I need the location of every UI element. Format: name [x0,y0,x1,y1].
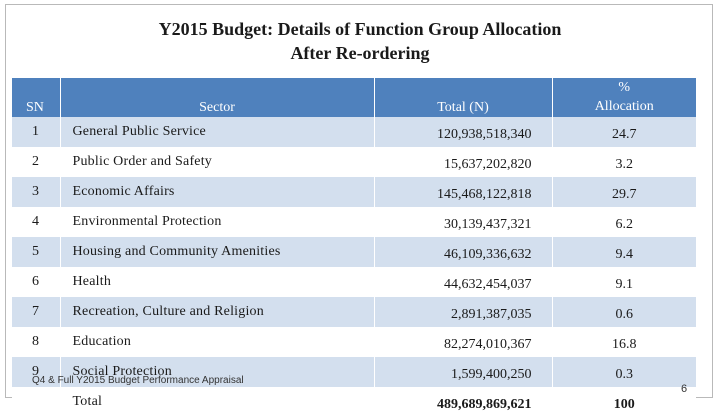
cell-sector: Recreation, Culture and Religion [60,297,374,327]
cell-sector: Social Protection [60,357,374,387]
cell-total: 145,468,122,818 [374,177,552,207]
table-row [12,177,696,207]
table-row [12,327,696,357]
cell-sector: General Public Service [60,117,374,147]
cell-allocation: 3.2 [552,147,696,177]
title-line-2: After Re-ordering [290,43,430,63]
header-allocation [552,78,696,117]
cell-allocation: 16.8 [552,327,696,357]
cell-total: 46,109,336,632 [374,237,552,267]
table-row [12,147,696,177]
footer-text: Q4 & Full Y2015 Budget Performance Appraisal [32,375,244,386]
table-row [12,267,696,297]
cell-sn: 2 [12,147,60,177]
cell-sector: Public Order and Safety [60,147,374,177]
cell-sn: 7 [12,297,60,327]
cell-sector: Total [60,387,374,417]
cell-allocation: 29.7 [552,177,696,207]
cell-allocation: 9.1 [552,267,696,297]
cell-allocation: 100 [552,387,696,417]
cell-total: 82,274,010,367 [374,327,552,357]
page-number: 6 [681,383,688,395]
cell-sector: Housing and Community Amenities [60,237,374,267]
cell-allocation: 24.7 [552,117,696,147]
header-sn: SN [12,78,60,117]
table-row [12,237,696,267]
table-row [12,297,696,327]
cell-sn: 5 [12,237,60,267]
header-allocation-label: Allocation [594,99,654,114]
table-row [12,207,696,237]
cell-allocation: 9.4 [552,237,696,267]
cell-allocation: 0.3 [552,357,696,387]
header-total: Total (N) [374,78,552,117]
header-allocation-symbol: % [618,80,631,95]
cell-total: 489,689,869,621 [374,387,552,417]
cell-sector: Environmental Protection [60,207,374,237]
cell-sn: 6 [12,267,60,297]
cell-sector: Education [60,327,374,357]
cell-allocation: 0.6 [552,297,696,327]
cell-sn [12,387,60,417]
cell-total: 15,637,202,820 [374,147,552,177]
allocation-table [12,78,696,417]
slide-title [0,17,720,65]
title-line-1: Y2015 Budget: Details of Function Group Allocation [158,19,562,39]
cell-sn: 1 [12,117,60,147]
cell-sn: 3 [12,177,60,207]
table-row [12,117,696,147]
cell-total: 2,891,387,035 [374,297,552,327]
cell-total: 1,599,400,250 [374,357,552,387]
cell-sector: Economic Affairs [60,177,374,207]
table-body [12,117,696,417]
cell-total: 30,139,437,321 [374,207,552,237]
table-total-row [12,387,696,417]
cell-sn: 9 [12,357,60,387]
cell-sn: 8 [12,327,60,357]
cell-allocation: 6.2 [552,207,696,237]
table-header-row [12,78,696,117]
header-sector: Sector [60,78,374,117]
cell-sn: 4 [12,207,60,237]
cell-total: 120,938,518,340 [374,117,552,147]
cell-total: 44,632,454,037 [374,267,552,297]
cell-sector: Health [60,267,374,297]
